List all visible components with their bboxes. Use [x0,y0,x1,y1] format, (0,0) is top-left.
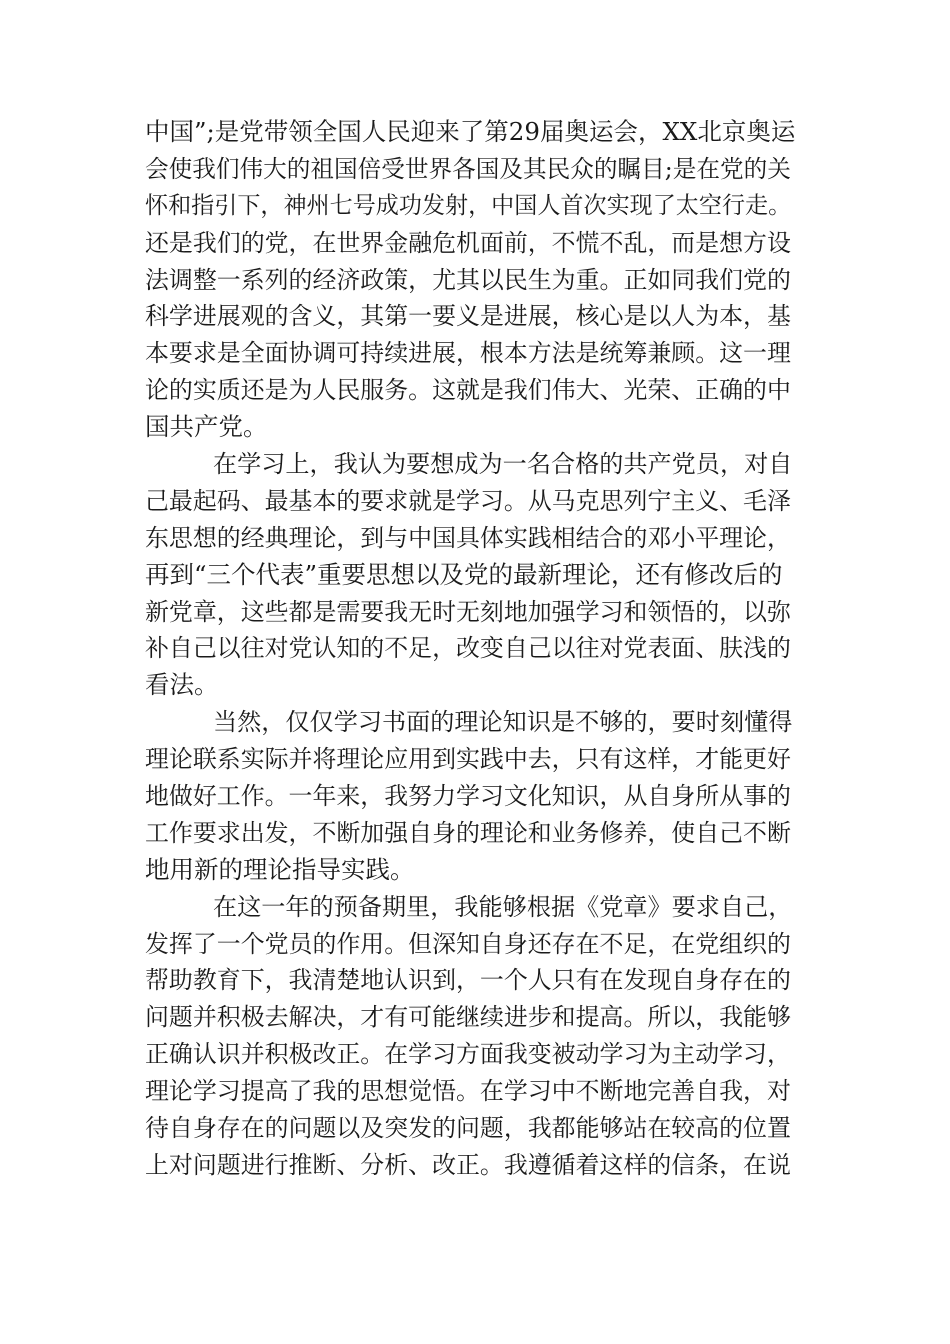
text-line: 在这一年的预备期里，我能够根据《党章》要求自己， [213,892,793,921]
text-line: 中国”;是党带领全国人民迎来了第29届奥运会，XX北京奥运 [145,117,796,146]
text-line: 工作要求出发，不断加强自身的理论和业务修养，使自己不断 [145,818,791,847]
text-line: 发挥了一个党员的作用。但深知自身还存在不足，在党组织的 [145,929,791,958]
text-line: 新党章，这些都是需要我无时无刻地加强学习和领悟的，以弥 [145,597,791,626]
text-line: 上对问题进行推断、分析、改正。我遵循着这样的信条，在说 [145,1150,791,1179]
text-line: 论的实质还是为人民服务。这就是我们伟大、光荣、正确的中 [145,376,791,405]
paragraph-3 [145,704,795,888]
text-line: 科学进展观的含义，其第一要义是进展，核心是以人为本，基 [145,302,791,331]
paragraph-2 [145,446,795,704]
text-line: 还是我们的党，在世界金融危机面前，不慌不乱，而是想方设 [145,228,791,257]
text-line: 问题并积极去解决，才有可能继续进步和提高。所以，我能够 [145,1003,791,1032]
text-line: 当然，仅仅学习书面的理论知识是不够的，要时刻懂得 [213,708,793,737]
text-line: 补自己以往对党认知的不足，改变自己以往对党表面、肤浅的 [145,634,791,663]
text-line: 再到“三个代表”重要思想以及党的最新理论，还有修改后的 [145,559,783,589]
text-line: 法调整一系列的经济政策，尤其以民生为重。正如同我们党的 [145,265,791,294]
text-line: 帮助教育下，我清楚地认识到，一个人只有在发现自身存在的 [145,966,791,995]
text-line: 东思想的经典理论，到与中国具体实践相结合的邓小平理论， [145,523,791,552]
text-line: 理论学习提高了我的思想觉悟。在学习中不断地完善自我，对 [145,1077,791,1106]
text-line: 本要求是全面协调可持续进展，根本方法是统筹兼顾。这一理 [145,339,791,368]
paragraph-4 [145,889,795,1184]
text-line: 怀和指引下，神州七号成功发射，中国人首次实现了太空行走。 [145,192,792,219]
text-line: 国共产党。 [145,412,268,442]
text-line: 正确认识并积极改正。在学习方面我变被动学习为主动学习， [145,1040,791,1069]
text-line: 在学习上，我认为要想成为一名合格的共产党员，对自 [213,450,793,479]
text-line: 己最起码、最基本的要求就是学习。从马克思列宁主义、毛泽 [145,486,791,515]
document-body [145,114,795,1184]
text-line: 地用新的理论指导实践。 [145,854,415,884]
text-line: 理论联系实际并将理论应用到实践中去，只有这样，才能更好 [145,745,791,774]
text-line: 待自身存在的问题以及突发的问题，我都能够站在较高的位置 [145,1114,791,1143]
text-line: 地做好工作。一年来，我努力学习文化知识，从自身所从事的 [145,782,791,811]
paragraph-1 [145,114,795,446]
text-line: 看法。 [145,670,219,700]
text-line: 会使我们伟大的祖国倍受世界各国及其民众的瞩目;是在党的关 [145,154,791,183]
